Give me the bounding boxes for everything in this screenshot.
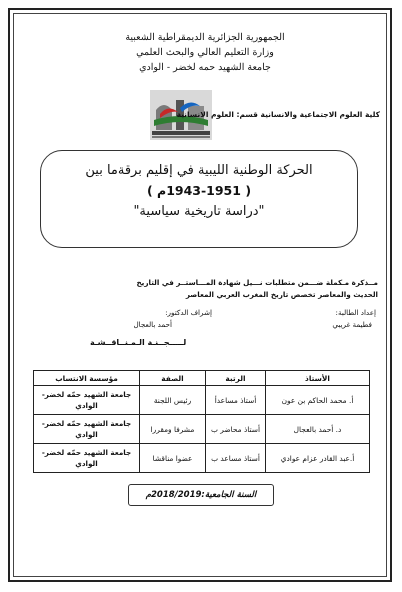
prepared-by-label: إعداد الطالبة: (335, 308, 376, 317)
academic-year: السنة الجامعية:2018/2019م (128, 484, 274, 506)
thesis-title-subtitle: "دراسة تاريخية سياسية" (133, 204, 265, 219)
republic-header: الجمهورية الجزائرية الديمقراطية الشعبية (125, 32, 285, 43)
jury-table-header (34, 371, 370, 386)
col-institution: مؤسسة الانتساب (34, 371, 140, 386)
committee-title: لـــــجــنـة الـمـنــاقــشـة (90, 338, 187, 347)
col-rank: الرتبة (206, 371, 266, 386)
faculty-line: كلية العلوم الاجتماعية والانسانية قسم: العلوم الانسانية (176, 110, 380, 119)
memo-line1: مــذكرة مـكملة ضـــمن متطلبات نـــيل شهادة المـــاستــر في التاريخ (136, 278, 378, 287)
professor-rank: أستاذ محاضر ب (206, 415, 266, 444)
supervisor-label: إشراف الدكتور: (165, 308, 212, 317)
professor-name: أ.عبد القادر عزام عوادي (266, 444, 370, 473)
professor-institution: جامعة الشهيد حمّه لخضر- الوادي (34, 386, 140, 415)
professor-rank: أستاذ مساعد ب (206, 444, 266, 473)
professor-institution: جامعة الشهيد حمّه لخضر- الوادي (34, 415, 140, 444)
professor-role: عضوا مناقشا (140, 444, 206, 473)
title-box (40, 150, 358, 248)
supervisor-name: أحمد بالعجال (133, 320, 172, 329)
professor-name: أ. محمد الحاكم بن عون (266, 386, 370, 415)
jury-table (33, 370, 370, 473)
professor-institution: جامعة الشهيد حمّه لخضر- الوادي (34, 444, 140, 473)
professor-role: مشرفا ومقررا (140, 415, 206, 444)
table-row (34, 415, 370, 444)
thesis-title-period: ( 1943-1951م ) (146, 183, 252, 198)
professor-name: د. أحمد بالعجال (266, 415, 370, 444)
student-name: فطيمة غريبي (332, 320, 372, 329)
university-header: جامعة الشهيد حمه لخضر - الوادي (139, 62, 271, 73)
col-role: الصفة (140, 371, 206, 386)
table-row (34, 444, 370, 473)
professor-role: رئيس اللجنة (140, 386, 206, 415)
ministry-header: وزارة التعليم العالي والبحث العلمي (136, 47, 274, 58)
table-row (34, 386, 370, 415)
thesis-title-line1: الحركة الوطنية الليبية في إقليم برقةما بين (85, 163, 313, 178)
professor-rank: أستاذ مساعدأ (206, 386, 266, 415)
memo-line2: الحديث والمعاصر تخصص تاريخ المغرب العربي المعاصر (185, 290, 378, 299)
col-professor: الأستاذ (266, 371, 370, 386)
